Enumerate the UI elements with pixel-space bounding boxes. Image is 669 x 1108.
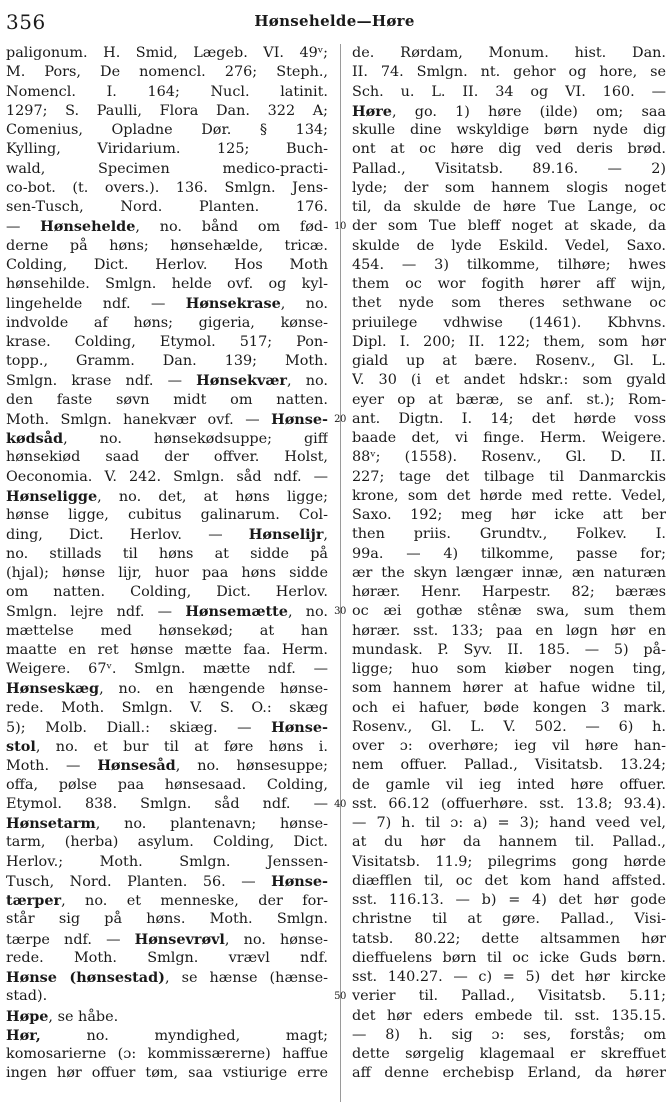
text-line: dette sørgelig klagemaal er skreffuet — [352, 1046, 666, 1062]
text-line: Weigere. 67ᵛ. Smlgn. mætte ndf. — — [6, 661, 328, 677]
running-head: Hønsehelde—Høre — [254, 12, 415, 30]
text-line: Colding, Dict. Herlov. Hos Moth — [6, 256, 328, 273]
text-line: (hjal); hønse lijr, huor paa høns sidde — [6, 564, 328, 581]
text-line: derne på høns; hønsehælde, tricæ. — [6, 237, 328, 254]
text-line: som hannem hører at hafue widne til, — [352, 680, 666, 697]
text-line: Smlgn. krase ndf. — Hønsekvær, no. — [6, 372, 328, 390]
text-line: eyer op at bæræ, se anf. st.); Rom- — [352, 391, 666, 408]
text-line: hørær. Henr. Harpestr. 82; bæræs — [352, 584, 666, 600]
text-line: II. 74. Smlgn. nt. gehor og hore, se — [352, 64, 666, 81]
text-line: stad). — [6, 988, 48, 1005]
text-line: wald, Specimen medico-practi- — [6, 160, 328, 177]
text-line: no. stillads til høns at sidde på — [6, 545, 328, 562]
text-line: kødsåd, no. hønsekødsuppe; giff — [6, 430, 328, 447]
text-line: giald up at bære. Rosenv., Gl. L. — [352, 353, 666, 369]
text-line: Moth. — Hønsesåd, no. hønsesuppe; — [6, 757, 328, 775]
text-line: Høre, go. 1) høre (ilde) om; saa — [352, 102, 666, 120]
text-line: Sch. u. L. II. 34 og VI. 160. — — [352, 83, 666, 100]
text-line: thet nyde som theres sethwane oc — [352, 295, 666, 312]
margin-line-number: 10 — [334, 221, 346, 233]
text-columns — [6, 44, 666, 1102]
text-line: ligge; huo som kiøber nogen ting, — [352, 661, 666, 677]
text-line: Herlov.; Moth. Smlgn. Jenssen- — [6, 853, 328, 870]
text-line: Etymol. 838. Smlgn. såd ndf. — — [6, 795, 328, 812]
text-line: them oc wor fogith hører aff wijn, — [352, 276, 666, 292]
text-line: står sig på høns. Moth. Smlgn. — [6, 911, 328, 928]
margin-line-number: 40 — [334, 798, 346, 810]
text-line: sst. 140.27. — c) = 5) det hør kircke — [352, 969, 666, 985]
text-line: diæfflen til, oc det kom hand affsted. — [352, 872, 666, 889]
text-line: den faste søvn midt om natten. — [6, 391, 328, 408]
text-line: lingehelde ndf. — Hønsekrase, no. — [6, 295, 328, 313]
margin-line-number: 50 — [334, 991, 346, 1003]
text-line: — 8) h. sig ɔ: ses, forstås; om — [352, 1026, 666, 1043]
text-line: lyde; der som hannem slogis noget — [352, 179, 666, 196]
text-line: om natten. Colding, Dict. Herlov. — [6, 584, 328, 600]
margin-line-number: 30 — [334, 606, 346, 618]
right-column — [352, 44, 666, 1102]
text-line: oc æi gothæ stênæ swa, sum them — [352, 603, 666, 620]
text-line: Hønseskæg, no. en hængende hønse- — [6, 680, 328, 698]
text-line: komosarierne (ɔ: kommissærerne) haffue — [6, 1046, 328, 1062]
text-line: Kylling, Viridarium. 125; Buch- — [6, 141, 328, 158]
text-line: over ɔ: overhøre; ieg vil høre han- — [352, 738, 666, 754]
text-line: indvolde af høns; gigeria, kønse- — [6, 314, 328, 331]
text-line: Hønsetarm, no. plantenavn; hønse- — [6, 815, 328, 832]
text-line: hørær. sst. 133; paa en løgn hør en — [352, 622, 666, 639]
text-line: 99a. — 4) tilkomme, passe for; — [352, 545, 666, 562]
text-line: der som Tue bleff noget at skade, da — [352, 218, 666, 235]
text-line: sen-Tusch, Nord. Planten. 176. — [6, 199, 328, 215]
page-number: 356 — [6, 10, 46, 34]
text-line: de. Rørdam, Monum. hist. Dan. — [352, 45, 666, 61]
text-line: sst. 66.12 (offuerhøre. sst. 13.8; 93.4). — [352, 795, 666, 812]
text-line: Hør, no. myndighed, magt; — [6, 1026, 328, 1044]
text-line: Moth. Smlgn. hanekvær ovf. — Hønse- — [6, 410, 328, 428]
text-line: at du hør da hannem til. Pallad., — [352, 834, 666, 851]
text-line: ding, Dict. Herlov. — Hønselijr, — [6, 526, 328, 544]
text-line: ær the skyn længær innæ, æn naturæn — [352, 564, 666, 581]
text-line: til, da skulde de høre Tue Lange, oc — [352, 199, 666, 215]
text-line: ont at oc høre dig ved deris brød. — [352, 141, 666, 158]
text-line: nem offuer. Pallad., Visitatsb. 13.24; — [352, 757, 666, 774]
text-line: V. 30 (i et andet hdskr.: som gyald — [352, 372, 666, 389]
text-line: 227; tage det tilbage til Danmarckis — [352, 468, 666, 485]
text-line: ingen hør offuer tøm, saa vstiurige erre — [6, 1065, 328, 1082]
left-column — [6, 44, 328, 1102]
text-line: 454. — 3) tilkomme, tilhøre; hwes — [352, 256, 666, 273]
text-line: hønsekiød saad der offver. Holst, — [6, 449, 328, 466]
text-line: Nomencl. I. 164; Nucl. latinit. — [6, 83, 328, 100]
text-line: offa, pølse paa hønsesaad. Colding, — [6, 776, 328, 793]
text-line: hønse ligge, cubitus galinarum. Col- — [6, 507, 328, 523]
text-line: Pallad., Visitatsb. 89.16. — 2) — [352, 160, 666, 177]
text-line: Comenius, Opladne Dør. § 134; — [6, 122, 328, 138]
text-line: mundask. P. Syv. II. 185. — 5) på- — [352, 641, 666, 658]
text-line: tærper, no. et menneske, der for- — [6, 892, 328, 909]
text-line: 5); Molb. Diall.: skiæg. — Hønse- — [6, 718, 328, 736]
text-line: rede. Moth. Smlgn. vrævl ndf. — [6, 949, 328, 966]
text-line: dieffuelens børn til oc icke Guds børn. — [352, 949, 666, 966]
text-line: topp., Gramm. Dan. 139; Moth. — [6, 353, 328, 369]
text-line: then priis. Grundtv., Folkev. I. — [352, 526, 666, 543]
text-line: tarm, (herba) asylum. Colding, Dict. — [6, 834, 328, 851]
text-line: Hønseligge, no. det, at høns ligge; — [6, 487, 328, 505]
text-line: sst. 116.13. — b) = 4) det hør gode — [352, 892, 666, 908]
text-line: Visitatsb. 11.9; pilegrims gong hørde — [352, 853, 666, 870]
text-line: och ei hafuer, bøde kongen 3 mark. — [352, 699, 666, 716]
text-line: rede. Moth. Smlgn. V. S. O.: skæg — [6, 699, 328, 716]
text-line: — 7) h. til ɔ: a) = 3); hand veed vel, — [352, 815, 666, 831]
column-divider — [340, 44, 341, 1102]
text-line: de gamle vil ieg inted høre offuer. — [352, 776, 666, 793]
text-line: M. Pors, De nomencl. 276; Steph., — [6, 64, 328, 81]
text-line: skulde de lyde Eskild. Vedel, Saxo. — [352, 237, 666, 254]
text-line: — Hønsehelde, no. bånd om fød- — [6, 218, 328, 236]
text-line: tærpe ndf. — Hønsevrøvl, no. hønse- — [6, 930, 328, 948]
text-line: Tusch, Nord. Planten. 56. — Hønse- — [6, 872, 328, 890]
text-line: Saxo. 192; meg hør icke att ber — [352, 507, 666, 523]
text-line: krone, som det hørde med rette. Vedel, — [352, 487, 666, 504]
text-line: krase. Colding, Etymol. 517; Pon- — [6, 333, 328, 350]
text-line: skulle dine wskyldige børn nyde dig — [352, 122, 666, 138]
page-header — [0, 0, 669, 40]
text-line: baade det, vi finge. Herm. Weigere. — [352, 430, 666, 446]
text-line: mættelse med hønsekød; at han — [6, 622, 328, 639]
text-line: aff denne erchebisp Erland, da hører — [352, 1065, 666, 1082]
text-line: christne til at gøre. Pallad., Visi- — [352, 911, 666, 928]
text-line: co-bot. (t. overs.). 136. Smlgn. Jens- — [6, 179, 328, 196]
text-line: hønsehilde. Smlgn. helde ovf. og kyl- — [6, 276, 328, 292]
text-line: Smlgn. lejre ndf. — Hønsemætte, no. — [6, 603, 328, 621]
text-line: Oeconomia. V. 242. Smlgn. såd ndf. — — [6, 468, 328, 485]
text-line: Høpe, se håbe. — [6, 1007, 119, 1025]
text-line: priuilege vdhwise (1461). Kbhvns. — [352, 314, 666, 331]
margin-line-number: 20 — [334, 413, 346, 425]
text-line: det hør eders embede til. sst. 135.15. — [352, 1007, 666, 1024]
text-line: paligonum. H. Smid, Lægeb. VI. 49ᵛ; — [6, 45, 328, 61]
text-line: 88ᵛ; (1558). Rosenv., Gl. D. II. — [352, 449, 666, 466]
text-line: tatsb. 80.22; dette altsammen hør — [352, 930, 666, 947]
text-line: verier til. Pallad., Visitatsb. 5.11; — [352, 988, 666, 1005]
text-line: Dipl. I. 200; II. 122; them, som hør — [352, 333, 666, 350]
text-line: stol, no. et bur til at føre høns i. — [6, 738, 328, 755]
text-line: maatte en ret hønse mætte faa. Herm. — [6, 641, 328, 658]
text-line: Rosenv., Gl. L. V. 502. — 6) h. — [352, 718, 666, 735]
text-line: ant. Digtn. I. 14; det hørde voss — [352, 410, 666, 427]
text-line: 1297; S. Paulli, Flora Dan. 322 A; — [6, 102, 328, 119]
text-line: Hønse (hønsestad), se hænse (hænse- — [6, 969, 328, 986]
